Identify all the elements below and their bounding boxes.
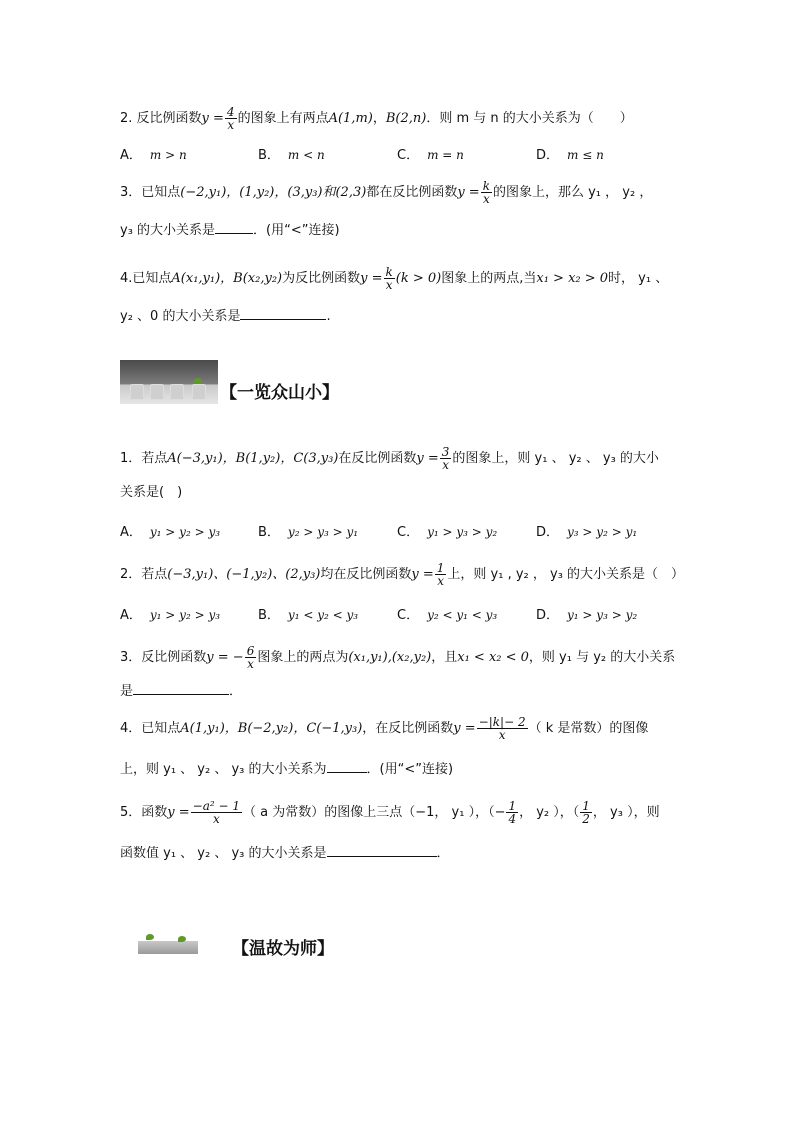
q4-fraction [384, 266, 395, 291]
jar-shape [150, 384, 164, 400]
q2-frac-den: x [227, 118, 235, 132]
s1q1-fraction [440, 446, 452, 471]
q4-condition2: x₁ > x₂ > 0 [536, 271, 609, 286]
s1q5-f3-den: 2 [582, 812, 590, 826]
s1q5-line2-text: 函数值 y₁ 、 y₂ 、 y₃ 的大小关系是 [120, 846, 327, 861]
q4-condition: (k > 0) [395, 271, 442, 286]
s1q1-line2 [120, 483, 182, 503]
option-math: m > n [149, 148, 187, 162]
q4-frac-den: x [385, 278, 393, 292]
q2-fraction [225, 106, 237, 131]
s1q5-f2-num: 1 [508, 799, 517, 813]
q3-line2-post: ．(用“<”连接) [253, 223, 340, 238]
s1q3-line [120, 645, 675, 670]
q4-text-mid: 为反比例函数 [282, 271, 361, 286]
q3-frac-num: k [482, 179, 490, 193]
s1q4-line [120, 716, 648, 741]
s1q1-line [120, 446, 659, 471]
option-label: A． [120, 608, 142, 623]
q2-option-c [397, 144, 464, 163]
s1q1-option-d [536, 521, 637, 540]
s1q4-answer-blank[interactable] [327, 760, 367, 773]
q2-option-d [536, 144, 604, 163]
q3-line2 [120, 221, 340, 241]
s1q5-line2 [120, 844, 450, 864]
s1q2-y: y = [411, 567, 434, 582]
option-label: D． [536, 148, 560, 163]
jar-shape [170, 384, 184, 400]
q3-answer-blank[interactable] [215, 221, 253, 234]
q2-text-mid: 的图象上有两点 [237, 111, 329, 126]
jar-shape [192, 384, 206, 400]
q2-y: y = [201, 111, 224, 126]
q4-line2 [120, 307, 331, 327]
s1q4-y: y = [453, 721, 476, 736]
s1q1-y: y = [416, 451, 439, 466]
option-label: B． [258, 525, 280, 540]
s1q3-answer-blank[interactable] [133, 682, 229, 695]
option-label: A． [120, 148, 142, 163]
s1q3-points: (x₁,y₁),(x₂,y₂) [348, 650, 432, 665]
s1q2-text-mid: 均在反比例函数 [320, 567, 412, 582]
q3-text-mid: 都在反比例函数 [366, 185, 458, 200]
q4-text: 4.已知点 [120, 271, 172, 286]
s1q2-option-c [397, 604, 497, 623]
s1q2-option-a [120, 604, 220, 623]
q4-text-post: 图象上的两点,当 [441, 271, 537, 286]
q4-text-post2: 时， y₁ 、 [608, 271, 669, 286]
s1q4-fraction [477, 716, 528, 741]
option-label: D． [536, 525, 560, 540]
q4-line [120, 266, 668, 291]
option-math: y₂ > y₃ > y₁ [287, 525, 359, 539]
q2-option-b [258, 144, 325, 163]
s1q5-frac-num: −a² − 1 [192, 799, 240, 813]
s1q2-text-post: 上，则 y₁ , y₂ ， y₃ 的大小关系是（ ） [447, 567, 685, 582]
s1q1-text: 1．若点 [120, 451, 168, 466]
q3-frac-den: x [482, 192, 490, 206]
s1q3-line2 [120, 682, 242, 702]
option-label: A． [120, 525, 142, 540]
s1q3-frac-den: x [247, 657, 254, 671]
s1q5-line [120, 800, 660, 825]
s1q5-y: y = [167, 805, 190, 820]
q3-text: 3．已知点 [120, 185, 181, 200]
q3-line [120, 180, 652, 205]
option-math: y₁ < y₂ < y₃ [287, 608, 359, 622]
s1q5-text: 5．函数 [120, 805, 168, 820]
option-label: D． [536, 608, 560, 623]
s1q3-text-post: ，且 [431, 650, 458, 665]
q3-y: y = [457, 185, 480, 200]
q2-point-b: B(2,n) [385, 111, 427, 126]
s1q5-text-mid: （ a 为常数）的图像上三点（−1， y₁ ），（− [243, 805, 506, 820]
s1q2-text: 2．若点 [120, 567, 168, 582]
s1q5-f3-num: 1 [582, 799, 590, 813]
s1q5-line2-post: ． [436, 846, 450, 861]
s1q3-fraction [245, 645, 257, 670]
s1q2-frac-num: 1 [436, 561, 445, 575]
option-math: y₃ > y₂ > y₁ [567, 525, 638, 539]
option-label: C． [397, 525, 420, 540]
s1q5-fraction-3 [580, 800, 592, 825]
s1q1-text-mid: 在反比例函数 [338, 451, 417, 466]
s1q2-line [120, 562, 684, 587]
section-header-1 [120, 358, 339, 404]
q4-points: A(x₁,y₁)，B(x₂,y₂) [171, 271, 283, 286]
s1q1-option-a [120, 521, 220, 540]
q2-comma: ， [372, 111, 386, 126]
q3-line2-text: y₃ 的大小关系是 [120, 223, 216, 238]
s1q1-text-post: 的图象上，则 y₁ 、 y₂ 、 y₃ 的大小 [452, 451, 659, 466]
s1q4-frac-den: x [498, 728, 506, 742]
s1q4-line2-text: 上，则 y₁ 、 y₂ 、 y₃ 的大小关系为 [120, 762, 327, 777]
q2-text: 2. 反比例函数 [120, 111, 202, 126]
s1q5-fraction-2 [506, 800, 518, 825]
option-math: y₁ > y₂ > y₃ [149, 525, 221, 539]
jars-photo-icon [138, 932, 198, 954]
option-math: y₁ > y₃ > y₂ [567, 608, 638, 622]
s1q3-condition: x₁ < x₂ < 0 [457, 650, 529, 665]
s1q5-text-post: ， y₃ ），则 [592, 805, 660, 820]
s1q1-option-b [258, 521, 358, 540]
option-label: B． [258, 608, 280, 623]
s1q5-answer-blank[interactable] [327, 844, 437, 857]
s1q1-frac-num: 3 [441, 445, 450, 459]
q3-fraction [481, 180, 492, 205]
s1q2-option-b [258, 604, 358, 623]
option-math: y₁ > y₃ > y₂ [427, 525, 498, 539]
s1q3-line2-text: 是 [120, 684, 134, 699]
q4-y: y = [360, 271, 383, 286]
s1q5-fraction [191, 800, 242, 825]
s1q4-text: 4．已知点 [120, 721, 181, 736]
s1q1-line2-text: 关系是( ) [120, 485, 183, 500]
s1q3-line2-post: ． [229, 684, 243, 699]
option-label: C． [397, 148, 420, 163]
jars-photo-icon [120, 360, 218, 404]
q2-text-post: ．则 m 与 n 的大小关系为（ ） [426, 111, 633, 126]
s1q4-points: A(1,y₁)，B(−2,y₂)，C(−1,y₃) [180, 721, 363, 736]
leaf-shape [146, 934, 154, 940]
q4-line2-post: . [326, 309, 331, 324]
q2-line [120, 106, 633, 131]
s1q4-text-mid: ，在反比例函数 [362, 721, 454, 736]
s1q4-text-post: （ k 是常数）的图像 [528, 721, 649, 736]
s1q5-text-mid2: ， y₂ ），（ [519, 805, 580, 820]
s1q3-y: y = − [206, 650, 244, 665]
s1q2-fraction [435, 562, 447, 587]
s1q5-frac-den: x [212, 812, 220, 826]
option-math: m < n [287, 148, 325, 162]
q3-text-post: 的图象上，那么 y₁ ， y₂ ， [492, 185, 653, 200]
s1q4-frac-num: −|k|− 2 [478, 715, 526, 729]
s1q3-text-mid: 图象上的两点为 [257, 650, 349, 665]
q4-line2-text: y₂ 、0 的大小关系是 [120, 309, 241, 324]
option-label: B． [258, 148, 280, 163]
option-math: m ≤ n [567, 148, 604, 162]
s1q3-frac-num: 6 [246, 644, 255, 658]
option-math: m = n [427, 148, 464, 162]
option-math: y₂ < y₁ < y₃ [427, 608, 498, 622]
s1q3-text-post2: ，则 y₁ 与 y₂ 的大小关系 [528, 650, 676, 665]
section-title-2: 【温故为师】 [232, 939, 334, 959]
jar-shape [130, 384, 144, 400]
s1q4-line2-post: ．(用“<”连接) [366, 762, 454, 777]
s1q4-line2 [120, 760, 453, 780]
q4-frac-num: k [385, 265, 393, 279]
s1q1-points: A(−3,y₁)，B(1,y₂)，C(3,y₃) [167, 451, 339, 466]
s1q2-frac-den: x [437, 574, 444, 588]
q3-points: (−2,y₁)，(1,y₂)，(3,y₃)和(2,3) [180, 185, 367, 200]
s1q1-option-c [397, 521, 497, 540]
section-header-2 [120, 908, 334, 959]
s1q5-f2-den: 4 [508, 812, 517, 826]
s1q3-text: 3．反比例函数 [120, 650, 207, 665]
s1q1-frac-den: x [442, 458, 449, 472]
option-label: C． [397, 608, 420, 623]
option-math: y₁ > y₂ > y₃ [149, 608, 221, 622]
q2-option-a [120, 144, 187, 163]
s1q2-points: (−3,y₁)、(−1,y₂)、(2,y₃) [167, 567, 321, 582]
leaf-shape [194, 378, 202, 384]
q2-point-a: A(1,m) [328, 111, 373, 126]
leaf-shape [178, 936, 186, 942]
s1q2-option-d [536, 604, 637, 623]
q4-answer-blank[interactable] [240, 307, 326, 320]
section-title-1: 【一览众山小】 [220, 383, 339, 403]
q2-frac-num: 4 [226, 105, 235, 119]
